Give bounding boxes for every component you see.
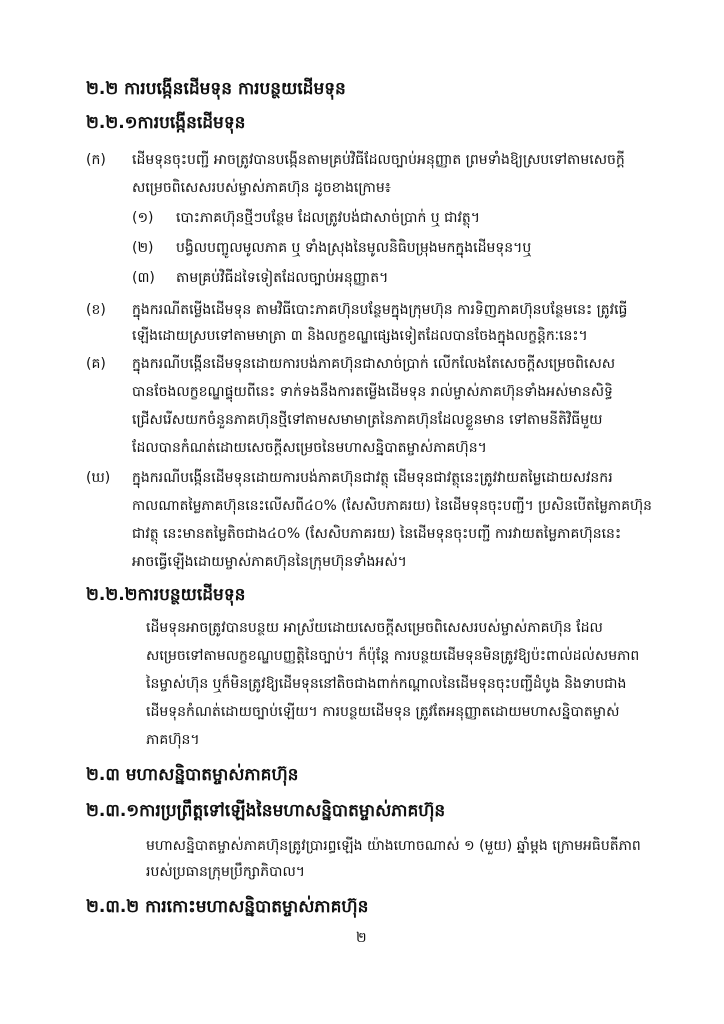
para-2-2-2-line-3: នៃម្ចាស់ហ៊ុន ឬក៏មិនត្រូវឱ្យដើមទុននៅតិចជាងពាក់កណ្តាលនៃដើមទុនចុះបញ្ជីដំបូង និងទាបជាង xyxy=(146,676,627,692)
item-label-ko: (គ) xyxy=(86,356,106,372)
item-ko-line-2: បានចែងលក្ខខណ្ឌផ្ទុយពីនេះ ទាក់ទងនឹងការតម្លើងដើមទុន រាល់ម្ចាស់ភាគហ៊ុនទាំងអស់មានសិទ្ធិ xyxy=(132,384,613,400)
subitem-label-2: (២) xyxy=(132,240,154,256)
section-heading-2-2: ២.២ ការបង្កើនដើមទុន ការបន្ថយដើមទុន xyxy=(86,79,346,99)
section-heading-2-3: ២.៣ មហាសន្និបាតម្ចាស់ភាគហ៊ុន xyxy=(86,765,299,785)
para-2-3-1-line-2: របស់ប្រធានក្រុមប្រឹក្សាភិបាល។ xyxy=(146,864,306,880)
para-2-2-2-line-2: សម្រេចទៅតាមលក្ខខណ្ឌបញ្ញត្តិនៃច្បាប់។ ក៏ប៉ុន្តែ ការបន្ថយដើមទុនមិនត្រូវឱ្យប៉ះពាល់ដល់សមភាព xyxy=(146,648,640,664)
item-label-kho: (ឃ) xyxy=(86,470,111,486)
subitem-label-3: (៣) xyxy=(132,270,155,286)
item-kh-line-1: ក្នុងករណីតម្លើងដើមទុន តាមវិធីបោះភាគហ៊ុនបន្ថែមក្នុងក្រុមហ៊ុន ការទិញភាគហ៊ុនបន្ថែមនេះ ត្រូវធ្វើ xyxy=(132,302,628,318)
item-label-kh: (ខ) xyxy=(86,302,106,318)
item-k-line-1: ដើមទុនចុះបញ្ជី អាចត្រូវបានបង្កើនតាមគ្រប់វិធីដែលច្បាប់អនុញ្ញាត ព្រមទាំងឱ្យស្របទៅតាមសេចក្តី xyxy=(132,152,625,168)
subitem-text-1: បោះភាគហ៊ុនថ្មីៗបន្ថែម ដែលត្រូវបង់ជាសាច់ប្រាក់ ឬ ជាវត្ថុ។ xyxy=(176,210,481,226)
item-ko-line-4: ដែលបានកំណត់ដោយសេចក្តីសម្រេចនៃមហាសន្និបាតម្ចាស់ភាគហ៊ុន។ xyxy=(132,440,487,456)
subitem-text-3: តាមគ្រប់វិធីដទៃទៀតដែលច្បាប់អនុញ្ញាត។ xyxy=(176,270,389,286)
subitem-text-2: បង្វិលបញ្ចូលមូលភាគ ឬ ទាំងស្រុងនៃមូលនិធិបម្រុងមកក្នុងដើមទុន។ឬ xyxy=(176,240,532,256)
para-2-2-2-line-1: ដើមទុនអាចត្រូវបានបន្ថយ អាស្រ័យដោយសេចក្តីសម្រេចពិសេសរបស់ម្ចាស់ភាគហ៊ុន ដែល xyxy=(146,620,603,636)
item-ko-line-3: ជ្រើសរើសយកចំនួនភាគហ៊ុនថ្មីទៅតាមសមាមាត្រនៃភាគហ៊ុនដែលខ្លួនមាន ទៅតាមនីតិវិធីមួយ xyxy=(132,412,603,428)
item-ko-line-1: ក្នុងករណីបង្កើនដើមទុនដោយការបង់ភាគហ៊ុនជាសាច់ប្រាក់ លើកលែងតែសេចក្តីសម្រេចពិសេស xyxy=(132,356,616,372)
subsection-heading-2-3-2: ២.៣.២ ការកោះមហាសន្និបាតម្ចាស់ភាគហ៊ុន xyxy=(86,897,369,917)
para-2-3-1-line-1: មហាសន្និបាតម្ចាស់ភាគហ៊ុនត្រូវប្រារព្ធឡើង យ៉ាងហោចណាស់ ១ (មួយ) ឆ្នាំម្តង ក្រោមអធិបតីភាព xyxy=(146,838,641,854)
subsection-heading-2-2-1: ២.២.១ការបង្កើនដើមទុន xyxy=(86,113,246,133)
para-2-2-2-line-5: ភាគហ៊ុន។ xyxy=(146,732,200,748)
item-kho-line-2: កាលណាតម្លៃភាគហ៊ុននេះលើសពី៤០% (សែសិបភាគរយ) នៃដើមទុនចុះបញ្ជី។ ប្រសិនបើតម្លៃភាគហ៊ុន xyxy=(132,498,652,514)
item-kho-line-4: អាចធ្វើឡើងដោយម្ចាស់ភាគហ៊ុននៃក្រុមហ៊ុនទាំងអស់។ xyxy=(132,554,407,570)
subsection-heading-2-3-1: ២.៣.១ការប្រព្រឹត្តទៅឡើងនៃមហាសន្និបាតម្ចាស់ភាគហ៊ុន xyxy=(86,801,446,821)
subitem-label-1: (១) xyxy=(132,210,154,226)
page-number: ២ xyxy=(356,930,367,946)
subsection-heading-2-2-2: ២.២.២ការបន្ថយដើមទុន xyxy=(86,585,246,605)
item-kho-line-3: ជាវត្ថុ នេះមានតម្លៃតិចជាង៤០% (សែសិបភាគរយ) នៃដើមទុនចុះបញ្ជី ការវាយតម្លៃភាគហ៊ុននេះ xyxy=(132,526,622,542)
item-kh-line-2: ឡើងដោយស្របទៅតាមមាត្រា ៣ និងលក្ខខណ្ឌផ្សេងទៀតដែលបានចែងក្នុងលក្ខន្តិកៈនេះ។ xyxy=(132,328,588,344)
item-kho-line-1: ក្នុងករណីបង្កើនដើមទុនដោយការបង់ភាគហ៊ុនជាវត្ថុ ដើមទុនជាវត្ថុនេះត្រូវវាយតម្លៃដោយសវនករ xyxy=(132,470,613,486)
item-k-line-2: សម្រេចពិសេសរបស់ម្ចាស់ភាគហ៊ុន ដូចខាងក្រោម៖ xyxy=(132,180,391,196)
item-label-k: (ក) xyxy=(86,152,106,168)
para-2-2-2-line-4: ដើមទុនកំណត់ដោយច្បាប់ឡើយ។ ការបន្ថយដើមទុន ត្រូវតែអនុញ្ញាតដោយមហាសន្និបាតម្ចាស់ xyxy=(146,704,620,720)
